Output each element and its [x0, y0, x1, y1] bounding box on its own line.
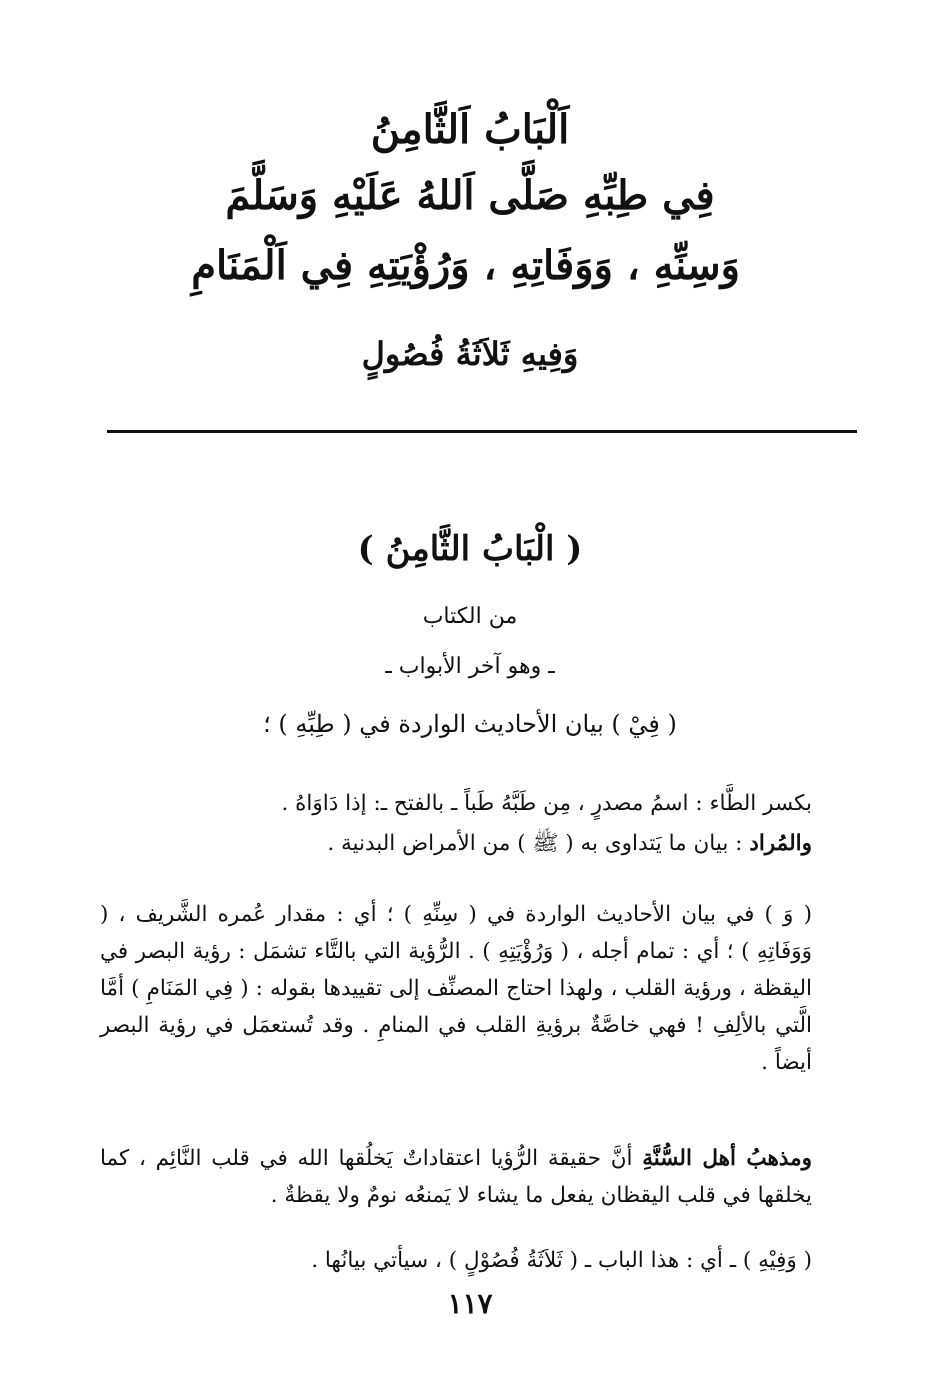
- statement-line: ( فِيْ ) بيان الأحاديث الواردة في ( طِبِّهِ ) ؛: [263, 710, 677, 738]
- from-book-line: من الكتاب: [422, 604, 518, 629]
- paragraph-1-line-1: بكسر الطَّاء : اسمُ مصدرٍ ، مِن طَبَّهُ طَباً ـ بالفتح ـ: إذا دَاوَاهُ .: [281, 791, 812, 816]
- bold-term-ahl-sunnah: ومذهبُ أهل السُّنَّةِ: [642, 1146, 812, 1171]
- chapter-title-line-1: اَلْبَابُ اَلثَّامِنُ: [370, 106, 570, 153]
- paragraph-1-line-2-text: : بيان ما يَتداوى به ( ﷺ ) من الأمراض البدنية .: [327, 831, 750, 856]
- paragraph-3-text: أنَّ حقيقة الرُّؤيا اعتقاداتٌ يَخلُقها الله في قلب النَّائِم ، كما يخلقها في قلب اليقظان يفعل ما يشاء لا يَمنعُه نومٌ ولا يقظةٌ .: [100, 1146, 812, 1208]
- chapter-title-line-3: وَسِنِّهِ ، وَوَفَاتِهِ ، وَرُؤْيَتِهِ فِي اَلْمَنَامِ: [191, 242, 740, 289]
- section-heading: ( الْبَابُ الثَّامِنُ ): [357, 529, 583, 569]
- paragraph-1-line-2: [100, 825, 812, 862]
- last-chapter-line: ـ وهو آخر الأبواب ـ: [385, 654, 555, 679]
- bold-term-meaning: والمُراد: [749, 831, 812, 856]
- paragraph-4: ( وَفِيْهِ ) ـ أي : هذا الباب ـ ( ثَلاَثَةُ فُصُوْلٍ ) ، سيأتي بيانُها .: [311, 1248, 812, 1273]
- page-number: ١١٧: [447, 1287, 493, 1320]
- paragraph-3: [100, 1140, 812, 1214]
- chapter-subtitle: وَفِيهِ ثَلاَثَةُ فُصُولٍ: [361, 335, 579, 373]
- chapter-title-line-2: فِي طِبِّهِ صَلَّى اَللهُ عَلَيْهِ وَسَلَّمَ: [225, 172, 715, 219]
- paragraph-2: ( وَ ) في بيان الأحاديث الواردة في ( سِنِّهِ ) ؛ أي : مقدار عُمره الشَّريف ، ( وَوَفَاتِهِ ) ؛ أي : تمام أجله ، ( وَرُؤْيَتِهِ ) . الرُّؤية التي بالتَّاء تشمَل : رؤية البصر في اليقظة ، ورؤية القلب ، ولهذا احتاج المصنِّف إلى تقييدها بقوله : ( فِي المَنَامِ ) أمَّا الَّتي بالألِفِ ! فهي خاصَّةٌ برؤيةِ القلب في المنامِ . وقد تُستعمَل في رؤية البصر أيضاً .: [100, 902, 812, 1075]
- horizontal-divider: [107, 430, 857, 433]
